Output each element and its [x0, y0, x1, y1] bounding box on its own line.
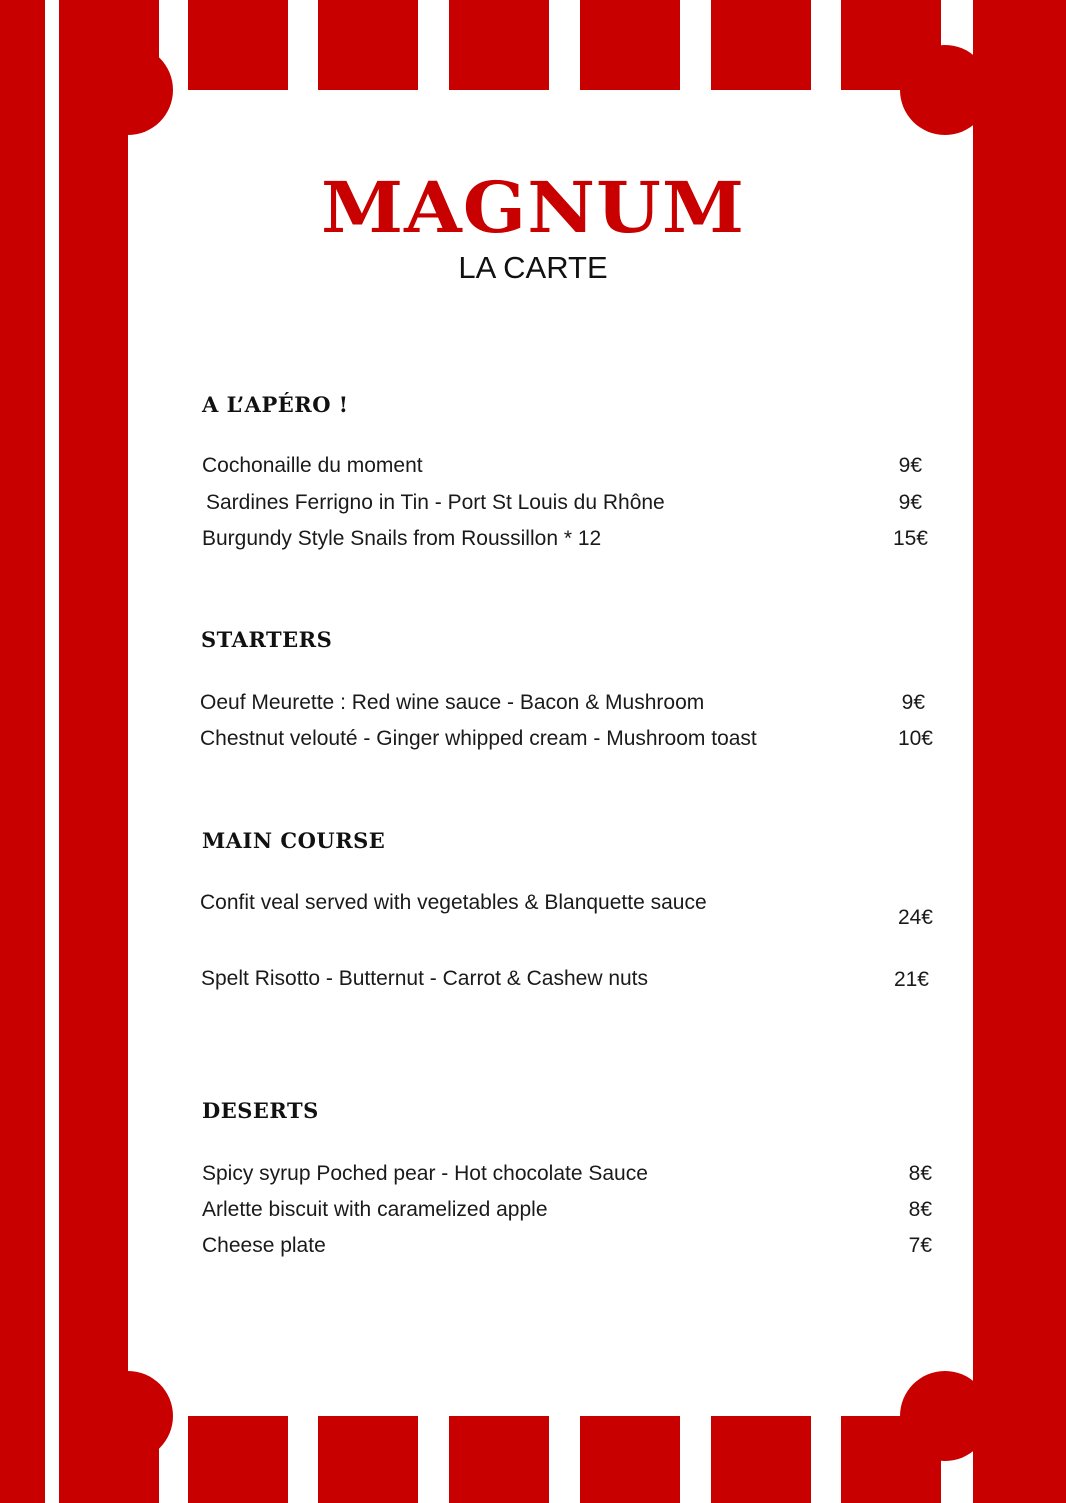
- section-title-starters: STARTERS: [201, 627, 333, 652]
- menu-item-price: 15€: [892, 527, 928, 550]
- menu-subtitle: LA CARTE: [458, 250, 608, 285]
- menu-item-name: Cochonaille du moment: [202, 454, 423, 477]
- menu-item-price: 9€: [901, 691, 925, 714]
- restaurant-title: MAGNUM: [320, 166, 746, 249]
- menu-item-name: Confit veal served with vegetables & Blanquette sauce: [200, 891, 707, 914]
- menu-item-price: 7€: [908, 1234, 932, 1257]
- menu-item-name: Chestnut velouté - Ginger whipped cream - Mushroom toast: [200, 727, 757, 750]
- menu-item-price: 9€: [898, 491, 922, 514]
- menu-item-name: Spelt Risotto - Butternut - Carrot & Cashew nuts: [201, 967, 649, 990]
- menu-item-name: Oeuf Meurette : Red wine sauce - Bacon & Mushroom: [200, 691, 705, 714]
- corner-notch: [83, 45, 173, 135]
- menu-item-name: Arlette biscuit with caramelized apple: [202, 1198, 548, 1221]
- menu-item-name: Cheese plate: [202, 1234, 326, 1257]
- section-title-apero: A L’APÉRO !: [202, 392, 349, 417]
- section-title-deserts: DESERTS: [202, 1098, 319, 1123]
- menu-item-name: Sardines Ferrigno in Tin - Port St Louis du Rhône: [206, 491, 665, 514]
- corner-notch: [900, 1371, 990, 1461]
- section-title-main-course: MAIN COURSE: [202, 828, 386, 853]
- menu-item-price: 8€: [908, 1162, 932, 1185]
- menu-item-price: 8€: [908, 1198, 932, 1221]
- menu-item-price: 24€: [897, 906, 933, 929]
- menu-item-name: Spicy syrup Poched pear - Hot chocolate Sauce: [202, 1162, 648, 1185]
- corner-notch: [900, 45, 990, 135]
- corner-notch: [83, 1371, 173, 1461]
- menu-item-price: 21€: [893, 968, 929, 991]
- menu-item-price: 9€: [898, 454, 922, 477]
- menu-item-name: Burgundy Style Snails from Roussillon * 12: [202, 527, 602, 550]
- menu-item-price: 10€: [897, 727, 933, 750]
